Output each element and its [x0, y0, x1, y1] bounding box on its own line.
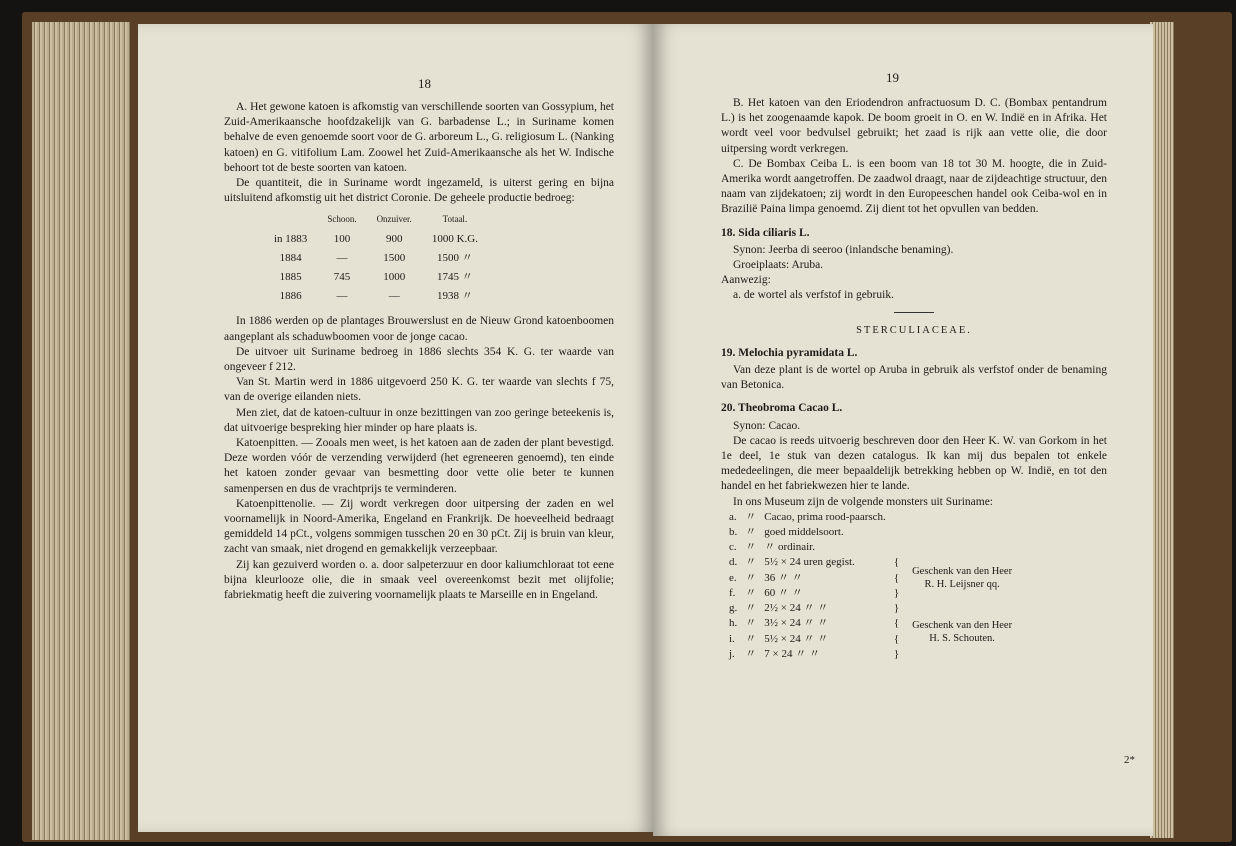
entry-heading: 19. Melochia pyramidata L. — [721, 346, 858, 359]
paragraph: De quantiteit, die in Suriname wordt ingezameld, is uiterst gering en bijna uitsluitend afkomstig uit het district Coronie. De geheele productie bedroeg: — [224, 177, 614, 205]
table-header: Schoon. — [327, 214, 357, 225]
paragraph: De uitvoer uit Suriname bedroeg in 1886 slechts 354 K. G. ter waarde van ongeveer f 212. — [224, 345, 614, 374]
sample-ditto: 〃 — [745, 632, 757, 645]
table-cell: 745 — [333, 271, 351, 284]
sample-brace — [890, 525, 903, 540]
sample-key: g. — [729, 602, 738, 615]
table-cell: 100 — [333, 232, 351, 245]
donor-cell — [903, 510, 1021, 525]
table-row — [725, 555, 1021, 570]
table-cell: in 1883 — [274, 232, 308, 245]
paragraph: B. Het katoen van den Eriodendron anfractuosum D. C. (Bombax pentandrum L.) is het zoogenaamde kapok. De boom groeit in O. en W. Indië en in Afrika. Het wordt veel voor bedvulsel gebruikt; het zaad is rijk aan vette olie, die door uitpersing wordt verkregen. — [721, 97, 1107, 155]
sample-ditto: 〃 — [745, 510, 757, 523]
table-row — [725, 510, 1021, 525]
sample-brace: { — [893, 571, 900, 584]
table-row — [264, 268, 488, 287]
paragraph: A. Het gewone katoen is afkomstig van verschillende soorten van Gossypium, het Zuid-Amerikaansche hoofdzakelijk van G. barbadense L.; in Suriname komen behalve de even genoemde soort voor de G. arboreum L., G. religiosum L. (Nanking katoen) en G. vitifolium Lam. Zoowel het Zuid-Amerikaansche als het W. Indische behoort tot de beste soorten van katoen. — [224, 101, 614, 174]
sample-brace — [890, 540, 903, 555]
sample-key: h. — [729, 617, 738, 630]
table-header: Onzuiver. — [376, 214, 412, 225]
sample-text: 60 〃 〃 — [764, 586, 803, 599]
entry-heading: 20. Theobroma Cacao L. — [721, 402, 843, 415]
table-cell: 1938 〃 — [437, 290, 473, 303]
paragraph: C. De Bombax Ceiba L. is een boom van 18 tot 30 M. hoogte, die in Zuid-Amerika wordt aangetroffen. De zaadwol draagt, naar de zijdeachtige structuur, den naam van zijdekatoen; zij wordt in den Europeeschen handel ook Ceiba-wol en in Brazilië Paina limpa genoemd. Zij dient tot het opvullen van bedden. — [721, 157, 1108, 216]
entry-line: Groeiplaats: Aruba. — [733, 259, 824, 272]
table-cell: 1745 〃 — [437, 271, 473, 284]
production-table — [264, 212, 488, 306]
donor-note: Geschenk van den Heer R. H. Leijsner qq. — [912, 566, 1013, 591]
donor-cell — [903, 540, 1021, 555]
table-cell: 1500 〃 — [437, 251, 473, 264]
sample-brace: } — [893, 586, 900, 599]
entry-line: a. de wortel als verfstof in gebruik. — [733, 289, 894, 302]
entry-line: Synon: Cacao. — [733, 419, 801, 432]
table-cell: 900 — [385, 232, 403, 245]
left-page — [138, 24, 653, 832]
table-cell: — — [388, 290, 400, 303]
sample-ditto: 〃 — [745, 647, 757, 660]
paragraph: Katoenpitten. — Zooals men weet, is het katoen aan de zaden der plant bevestigd. Deze worden vóór de verzending verwijderd (het egreneeren genoemd), ten einde het katoen zonder gevaar van besmetting door vette olie beter te kunnen samenpersen en dus de vrachtprijs te verminderen. — [224, 437, 614, 495]
table-cell: 1500 — [383, 251, 406, 264]
table-row — [725, 601, 1021, 616]
table-row — [264, 230, 488, 249]
sample-key: c. — [729, 541, 737, 554]
table-cell: 1000 — [383, 271, 406, 284]
table-header — [264, 212, 317, 229]
sample-ditto: 〃 — [745, 617, 757, 630]
paragraph: In 1886 werden op de plantages Brouwerslust en de Nieuw Grond katoenboomen aangeplant als schaduwboomen voor de jonge cacao. — [224, 315, 614, 343]
table-row — [725, 540, 1021, 555]
sample-text: goed middelsoort. — [764, 526, 844, 539]
sample-key: a. — [729, 510, 737, 523]
sample-text: Cacao, prima rood-paarsch. — [764, 510, 886, 523]
sample-text: 5½ × 24 〃 〃 — [764, 632, 829, 645]
sample-text: 5½ × 24 uren gegist. — [764, 556, 855, 569]
table-cell: 1886 — [279, 290, 302, 303]
donor-cell — [903, 525, 1021, 540]
sample-key: e. — [729, 571, 737, 584]
page-number-right: 19 — [886, 70, 899, 85]
sample-ditto: 〃 — [745, 556, 757, 569]
sample-ditto: 〃 — [745, 571, 757, 584]
table-cell: 1884 — [279, 251, 302, 264]
sample-text: 〃 ordinair. — [764, 541, 815, 554]
entry-line: Aanwezig: — [721, 274, 771, 287]
sample-brace: } — [893, 602, 900, 615]
table-row — [725, 525, 1021, 540]
table-row — [264, 287, 488, 306]
paragraph: Van St. Martin werd in 1886 uitgevoerd 250 K. G. ter waarde van slechts f 75, van de overige eilanden niets. — [224, 376, 614, 404]
sample-key: d. — [729, 556, 738, 569]
sample-brace: { — [893, 556, 900, 569]
sample-ditto: 〃 — [745, 526, 757, 539]
paragraph: De cacao is reeds uitvoerig beschreven door den Heer K. W. van Gorkom in het 1e deel, 1e stuk van dezen catalogus. Ik kan mij dus bepalen tot enkele mededeelingen, die meer bepaaldelijk betrekking hebben op W. Indië, en tot den handel en het fabriekwezen hier te lande. — [721, 434, 1107, 493]
sample-text: 7 × 24 〃 〃 — [764, 647, 820, 660]
sample-key: j. — [729, 647, 735, 660]
sample-key: f. — [729, 586, 736, 599]
sample-ditto: 〃 — [745, 586, 757, 599]
sample-brace: { — [893, 632, 900, 645]
sample-ditto: 〃 — [745, 602, 757, 615]
section-title: STERCULIACEAE. — [856, 324, 972, 336]
donor-note: Geschenk van den Heer H. S. Schouten. — [912, 619, 1013, 644]
table-cell: 1000 K.G. — [431, 232, 478, 245]
paragraph: In ons Museum zijn de volgende monsters uit Suriname: — [733, 495, 993, 508]
page-edges-left — [32, 22, 130, 840]
divider — [894, 312, 934, 313]
table-header: Totaal. — [442, 214, 468, 225]
entry-line: Synon: Jeerba di seeroo (inlandsche benaming). — [733, 243, 954, 256]
page-number-left: 18 — [418, 76, 431, 91]
sample-text: 3½ × 24 〃 〃 — [764, 617, 829, 630]
right-page-text — [721, 96, 1107, 662]
table-cell: 1885 — [279, 271, 302, 284]
paragraph: Katoenpittenolie. — Zij wordt verkregen door uitpersing der zaden en wel voornamelijk in Noord-Amerika, Engeland en Frankrijk. De hoeveelheid bedraagt gemiddeld 14 pCt., volgens sommigen tusschen 20 en 30 pCt. Zij is bruin van kleur, zacht van smaak, niet drogend en gemakkelijk verzeepbaar. — [224, 497, 614, 556]
table-row — [264, 249, 488, 268]
left-page-text — [224, 100, 614, 603]
paragraph: Men ziet, dat de katoen-cultuur in onze bezittingen van zoo geringe beteekenis is, dat uitvoerige bespreking hier minder op hare plaats is. — [224, 406, 614, 434]
sample-brace: } — [893, 647, 900, 660]
sample-brace: { — [893, 617, 900, 630]
table-cell: — — [336, 290, 348, 303]
sample-text: 2½ × 24 〃 〃 — [764, 602, 829, 615]
paragraph: Van deze plant is de wortel op Aruba in gebruik als verfstof onder de benaming van Betonica. — [721, 364, 1107, 392]
sample-key: b. — [729, 526, 738, 539]
paragraph: Zij kan gezuiverd worden o. a. door salpeterzuur en door kaliumchloraat tot eene bijna kleurlooze olie, die in smaak veel overeenkomst bezit met olijfolie; fabriekmatig heeft die zuivering voornamelijk plaats te Marseille en in Engeland. — [224, 558, 614, 602]
table-cell: — — [336, 251, 348, 264]
page-edges-right — [1150, 22, 1174, 838]
right-page — [653, 24, 1153, 836]
signature-mark: 2* — [1124, 754, 1135, 766]
sample-brace — [890, 510, 903, 525]
sample-text: 36 〃 〃 — [764, 571, 803, 584]
sample-key: i. — [729, 632, 735, 645]
sample-ditto: 〃 — [745, 541, 757, 554]
samples-table — [725, 510, 1021, 662]
entry-heading: 18. Sida ciliaris L. — [721, 226, 810, 239]
table-header-row — [264, 212, 488, 229]
